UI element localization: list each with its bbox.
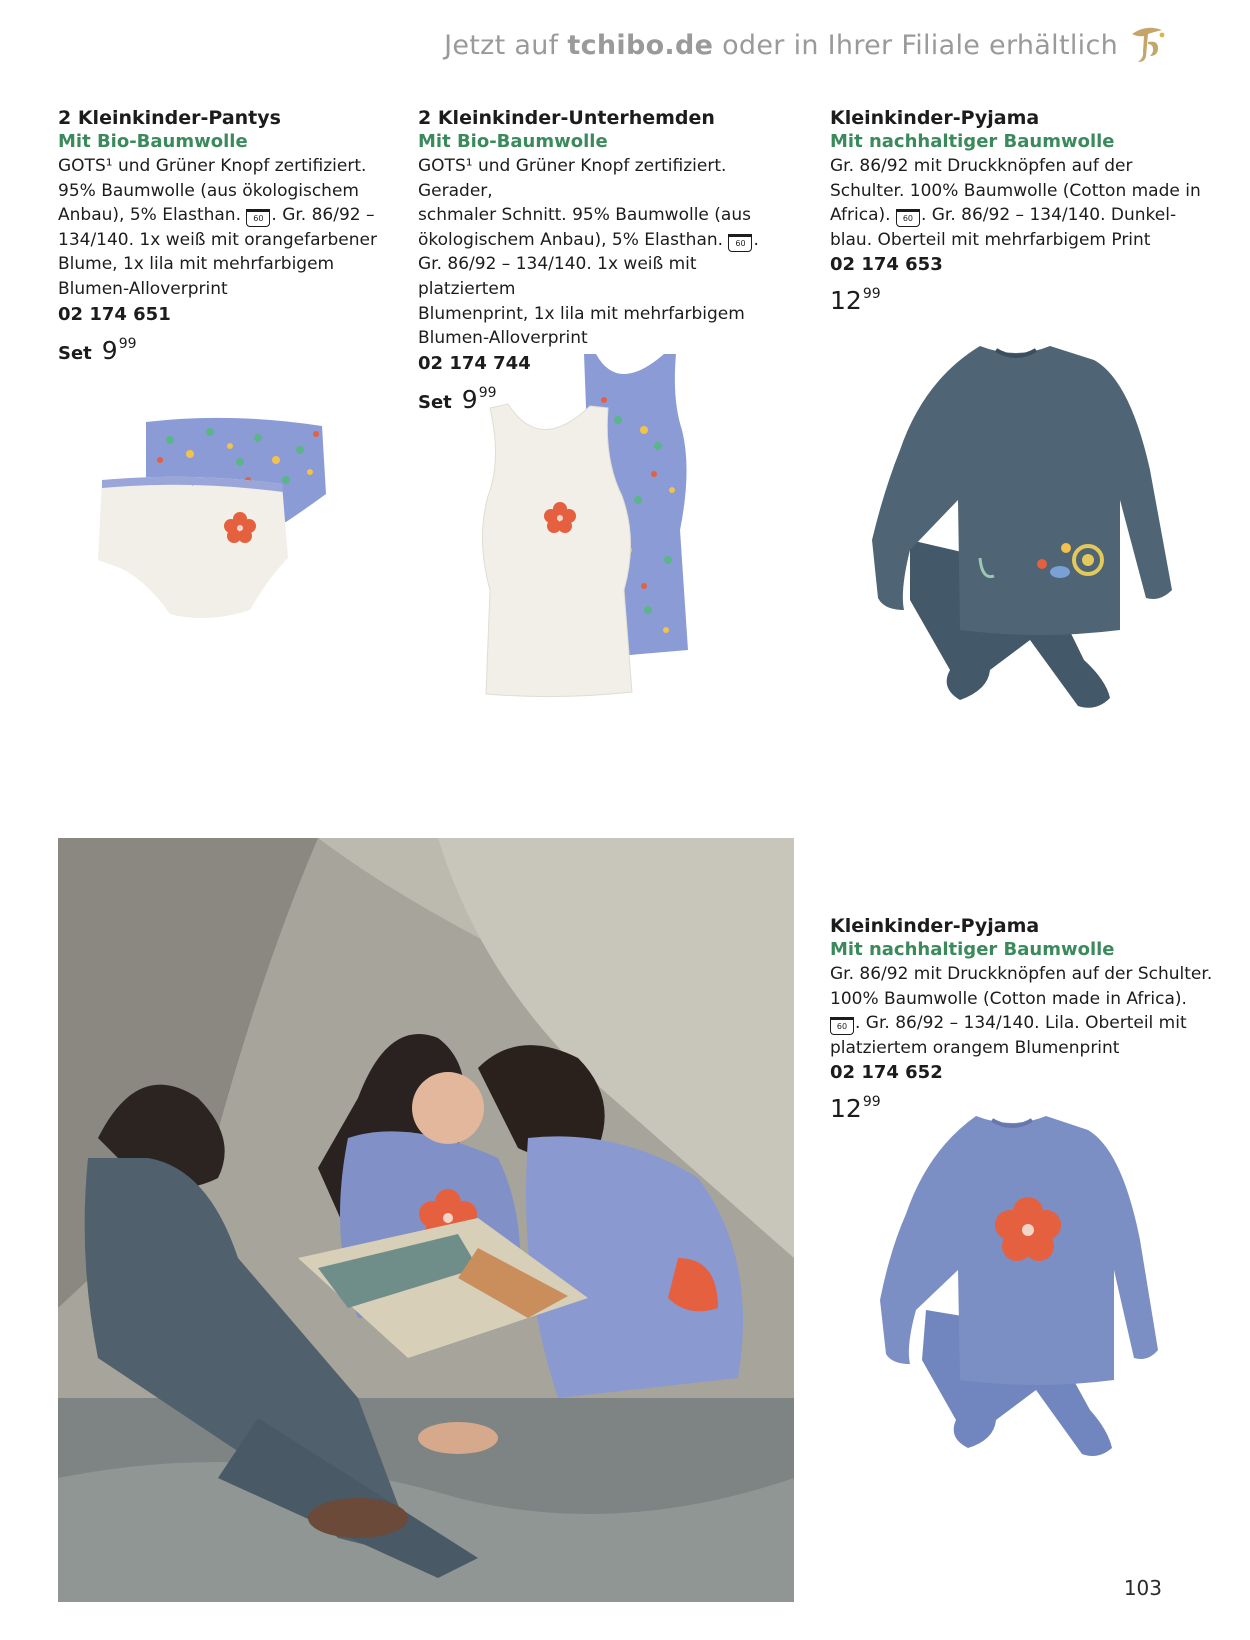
unterhemden-image: [468, 350, 748, 710]
header-text-before: Jetzt auf: [444, 30, 568, 61]
wash-60-icon: 60: [728, 234, 752, 252]
children-reading-photo: [58, 838, 794, 1602]
product-pyjama-lila: [830, 914, 1220, 1123]
header-brand[interactable]: tchibo.de: [567, 30, 714, 61]
pyjama-lila-image: [876, 1110, 1166, 1490]
product-sku: 02 174 652: [830, 1062, 943, 1084]
product-price: 1299: [830, 286, 881, 316]
product-subtitle: Mit Bio-Baumwolle: [58, 131, 248, 152]
product-sku: 02 174 653: [830, 254, 943, 276]
product-title: Kleinkinder-Pyjama: [830, 915, 1040, 937]
wash-60-icon: 60: [830, 1017, 854, 1035]
product-subtitle: Mit nachhaltiger Baumwolle: [830, 131, 1115, 152]
product-subtitle: Mit Bio-Baumwolle: [418, 131, 608, 152]
product-subtitle: Mit nachhaltiger Baumwolle: [830, 939, 1115, 960]
product-pantys: [58, 106, 388, 365]
availability-header: [444, 30, 1118, 61]
header-text-after: oder in Ihrer Filiale erhältlich: [713, 30, 1118, 61]
wash-60-icon: 60: [896, 209, 920, 227]
product-price: Set 999: [58, 335, 137, 365]
product-description: GOTS¹ und Grüner Knopf zertifiziert. 95% Baumwolle (aus ökologischem Anbau), 5% Elasthan. 60 . Gr. 86/92 – 134/140. 1x weiß mit orangefarbener Blume, 1x lila mit mehrfarbigem Blumen-Alloverprint: [58, 156, 377, 299]
wash-60-icon: 60: [246, 209, 270, 227]
product-price: Set 999: [418, 384, 497, 414]
product-title: 2 Kleinkinder-Pantys: [58, 107, 281, 129]
product-title: Kleinkinder-Pyjama: [830, 107, 1040, 129]
pantys-image: [90, 410, 330, 640]
product-description: Gr. 86/92 mit Druckknöpfen auf der Schulter. 100% Baumwolle (Cotton made in Africa). 60 . Gr. 86/92 – 134/140. Dunkel- blau. Oberteil mit mehrfarbigem Print: [830, 156, 1201, 250]
product-sku: 02 174 651: [58, 303, 171, 325]
tchibo-logo-icon: [1124, 22, 1168, 66]
product-sku: 02 174 744: [418, 352, 531, 374]
page-number: 103: [1123, 1576, 1162, 1600]
product-description: GOTS¹ und Grüner Knopf zertifiziert. Gerader, schmaler Schnitt. 95% Baumwolle (aus ökologischem Anbau), 5% Elasthan. 60 . Gr. 86/92 – 134/140. 1x weiß mit platziertem Blumenprint, 1x lila mit mehrfarbigem Blumen-Alloverprint: [418, 156, 759, 349]
product-price: 1299: [830, 1094, 881, 1124]
product-pyjama-navy: [830, 106, 1210, 315]
pyjama-navy-image: [870, 340, 1190, 760]
product-description: Gr. 86/92 mit Druckknöpfen auf der Schulter. 100% Baumwolle (Cotton made in Africa). 60 . Gr. 86/92 – 134/140. Lila. Oberteil mit platziertem orangem Blumenprint: [830, 964, 1213, 1058]
product-title: 2 Kleinkinder-Unterhemden: [418, 107, 715, 129]
